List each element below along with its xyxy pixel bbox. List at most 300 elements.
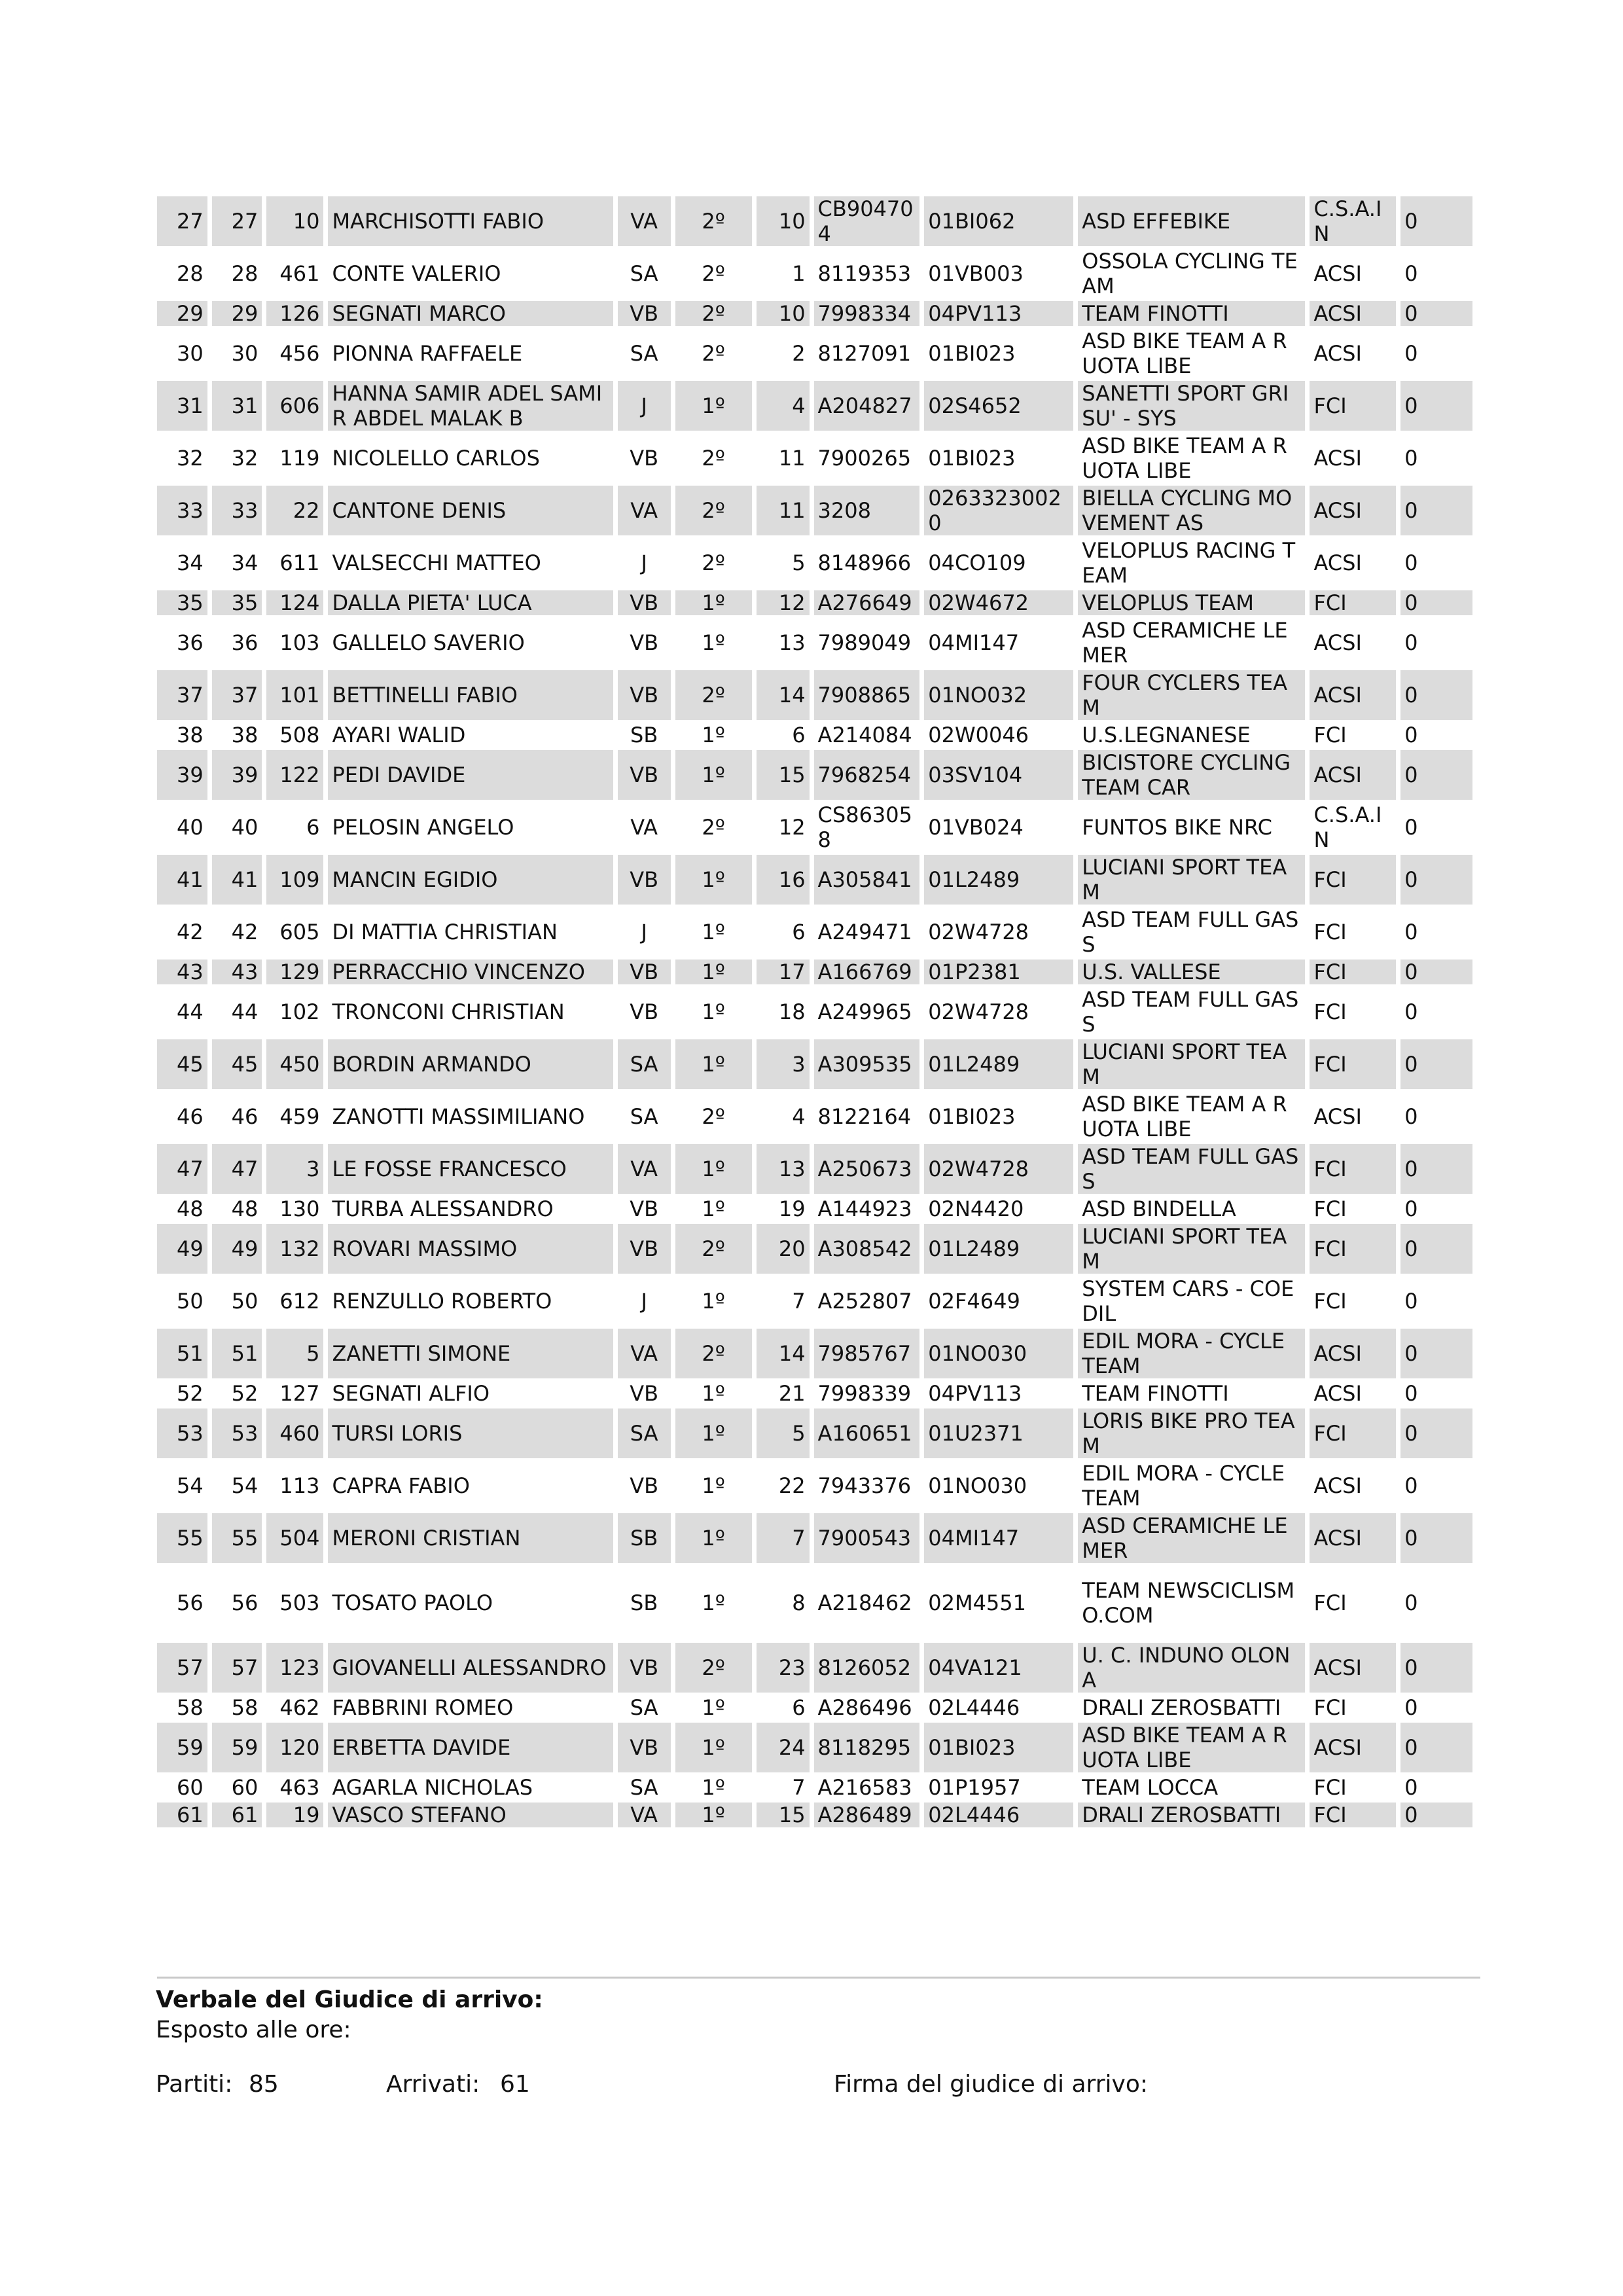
cell-club-code: 01VB003 [924,249,1073,298]
cell-series: 2º [675,196,752,246]
cell-position: 49 [157,1224,207,1274]
cell-federation: FCI [1310,1196,1396,1221]
cell-federation: ACSI [1310,486,1396,535]
cell-series: 1º [675,987,752,1037]
cell-category: VB [618,1643,671,1693]
cell-penalty: 0 [1400,1566,1472,1640]
cell-penalty: 0 [1400,301,1472,326]
cell-name: ERBETTA DAVIDE [328,1723,613,1772]
cell-bib: 456 [266,329,323,378]
cell-team: SYSTEM CARS - COEDIL [1078,1276,1305,1326]
cell-federation: FCI [1310,1803,1396,1827]
cell-position: 43 [157,960,207,984]
cell-club-code: 01L2489 [924,1224,1073,1274]
cell-arrival: 51 [212,1329,262,1378]
cell-bib: 102 [266,987,323,1037]
cell-license: A250673 [814,1144,920,1194]
cell-license: CS863058 [814,802,920,852]
cell-order: 6 [757,723,810,747]
cell-penalty: 0 [1400,1775,1472,1800]
cell-order: 22 [757,1461,810,1511]
cell-penalty: 0 [1400,670,1472,720]
results-body [157,196,1472,1827]
cell-bib: 3 [266,1144,323,1194]
cell-federation: ACSI [1310,750,1396,800]
cell-category: SA [618,329,671,378]
cell-name: NICOLELLO CARLOS [328,433,613,483]
cell-position: 47 [157,1144,207,1194]
cell-bib: 103 [266,618,323,668]
cell-series: 1º [675,1695,752,1720]
cell-name: ROVARI MASSIMO [328,1224,613,1274]
cell-position: 51 [157,1329,207,1378]
cell-bib: 606 [266,381,323,431]
cell-bib: 450 [266,1039,323,1089]
cell-arrival: 33 [212,486,262,535]
cell-category: VA [618,486,671,535]
cell-penalty: 0 [1400,1144,1472,1194]
cell-series: 1º [675,1461,752,1511]
cell-name: VASCO STEFANO [328,1803,613,1827]
cell-arrival: 37 [212,670,262,720]
cell-federation: ACSI [1310,1461,1396,1511]
cell-bib: 132 [266,1224,323,1274]
cell-federation: FCI [1310,907,1396,957]
cell-license: 7998334 [814,301,920,326]
cell-license: 8122164 [814,1092,920,1141]
cell-name: MERONI CRISTIAN [328,1513,613,1563]
table-row [157,1513,1472,1563]
cell-arrival: 36 [212,618,262,668]
cell-license: 7985767 [814,1329,920,1378]
table-row [157,960,1472,984]
cell-penalty: 0 [1400,1723,1472,1772]
cell-license: A305841 [814,855,920,905]
cell-order: 12 [757,802,810,852]
cell-federation: FCI [1310,1144,1396,1194]
cell-bib: 126 [266,301,323,326]
cell-position: 59 [157,1723,207,1772]
cell-penalty: 0 [1400,329,1472,378]
cell-license: 7943376 [814,1461,920,1511]
cell-team: ASD BIKE TEAM A RUOTA LIBE [1078,1723,1305,1772]
cell-club-code: 02633230020 [924,486,1073,535]
cell-club-code: 01BI023 [924,433,1073,483]
cell-arrival: 31 [212,381,262,431]
cell-team: TEAM FINOTTI [1078,301,1305,326]
cell-arrival: 61 [212,1803,262,1827]
cell-category: VA [618,1329,671,1378]
cell-series: 1º [675,618,752,668]
cell-team: U. C. INDUNO OLONA [1078,1643,1305,1693]
table-row [157,249,1472,298]
cell-position: 37 [157,670,207,720]
cell-team: ASD CERAMICHE LEMER [1078,618,1305,668]
cell-name: TURSI LORIS [328,1408,613,1458]
cell-name: ZANOTTI MASSIMILIANO [328,1092,613,1141]
cell-name: VALSECCHI MATTEO [328,538,613,588]
cell-position: 39 [157,750,207,800]
table-row [157,538,1472,588]
cell-penalty: 0 [1400,907,1472,957]
cell-team: ASD BINDELLA [1078,1196,1305,1221]
table-row [157,196,1472,246]
cell-license: 8119353 [814,249,920,298]
cell-team: BICISTORE CYCLING TEAM CAR [1078,750,1305,800]
cell-federation: C.S.A.IN [1310,802,1396,852]
cell-name: ZANETTI SIMONE [328,1329,613,1378]
cell-category: SB [618,1566,671,1640]
cell-bib: 463 [266,1775,323,1800]
cell-series: 1º [675,1144,752,1194]
cell-penalty: 0 [1400,1329,1472,1378]
cell-arrival: 43 [212,960,262,984]
cell-category: VB [618,855,671,905]
cell-club-code: 01BI023 [924,329,1073,378]
cell-penalty: 0 [1400,486,1472,535]
table-row [157,1381,1472,1406]
cell-club-code: 02S4652 [924,381,1073,431]
cell-series: 1º [675,1408,752,1458]
cell-team: BIELLA CYCLING MOVEMENT AS [1078,486,1305,535]
table-row [157,670,1472,720]
cell-federation: ACSI [1310,329,1396,378]
table-row [157,1695,1472,1720]
cell-bib: 101 [266,670,323,720]
cell-license: A309535 [814,1039,920,1089]
cell-series: 2º [675,486,752,535]
table-row [157,802,1472,852]
cell-category: J [618,1276,671,1326]
cell-arrival: 55 [212,1513,262,1563]
cell-category: VB [618,1461,671,1511]
cell-club-code: 02W4728 [924,987,1073,1037]
cell-club-code: 02L4446 [924,1695,1073,1720]
cell-series: 2º [675,1643,752,1693]
cell-arrival: 60 [212,1775,262,1800]
cell-category: VB [618,960,671,984]
cell-penalty: 0 [1400,960,1472,984]
cell-series: 2º [675,329,752,378]
cell-name: SEGNATI MARCO [328,301,613,326]
cell-position: 29 [157,301,207,326]
cell-order: 7 [757,1513,810,1563]
cell-series: 2º [675,433,752,483]
cell-penalty: 0 [1400,618,1472,668]
cell-order: 12 [757,590,810,615]
cell-club-code: 02W4672 [924,590,1073,615]
cell-position: 56 [157,1566,207,1640]
cell-bib: 5 [266,1329,323,1378]
cell-bib: 129 [266,960,323,984]
cell-arrival: 54 [212,1461,262,1511]
cell-position: 30 [157,329,207,378]
cell-penalty: 0 [1400,1196,1472,1221]
cell-order: 2 [757,329,810,378]
cell-bib: 119 [266,433,323,483]
cell-federation: FCI [1310,590,1396,615]
cell-bib: 123 [266,1643,323,1693]
cell-penalty: 0 [1400,538,1472,588]
cell-series: 1º [675,1513,752,1563]
cell-club-code: 02W4728 [924,1144,1073,1194]
cell-penalty: 0 [1400,750,1472,800]
cell-order: 13 [757,1144,810,1194]
cell-license: CB904704 [814,196,920,246]
cell-team: SANETTI SPORT GRISU' - SYS [1078,381,1305,431]
cell-team: ASD BIKE TEAM A RUOTA LIBE [1078,1092,1305,1141]
cell-team: LUCIANI SPORT TEAM [1078,1039,1305,1089]
cell-club-code: 01VB024 [924,802,1073,852]
cell-penalty: 0 [1400,855,1472,905]
cell-team: DRALI ZEROSBATTI [1078,1695,1305,1720]
cell-name: TRONCONI CHRISTIAN [328,987,613,1037]
cell-order: 15 [757,1803,810,1827]
cell-series: 1º [675,1775,752,1800]
cell-penalty: 0 [1400,196,1472,246]
table-row [157,1144,1472,1194]
cell-federation: ACSI [1310,1381,1396,1406]
cell-team: TEAM LOCCA [1078,1775,1305,1800]
table-row [157,750,1472,800]
cell-category: SA [618,249,671,298]
cell-series: 2º [675,670,752,720]
table-row [157,1276,1472,1326]
cell-penalty: 0 [1400,1408,1472,1458]
cell-penalty: 0 [1400,1643,1472,1693]
cell-bib: 130 [266,1196,323,1221]
cell-bib: 462 [266,1695,323,1720]
cell-position: 38 [157,723,207,747]
cell-category: VA [618,802,671,852]
cell-arrival: 47 [212,1144,262,1194]
cell-order: 17 [757,960,810,984]
cell-penalty: 0 [1400,987,1472,1037]
cell-series: 1º [675,1196,752,1221]
cell-category: VB [618,670,671,720]
cell-license: 8127091 [814,329,920,378]
cell-license: A308542 [814,1224,920,1274]
cell-arrival: 56 [212,1566,262,1640]
cell-club-code: 04PV113 [924,301,1073,326]
cell-series: 2º [675,301,752,326]
cell-arrival: 45 [212,1039,262,1089]
cell-position: 31 [157,381,207,431]
cell-name: BORDIN ARMANDO [328,1039,613,1089]
cell-series: 1º [675,1803,752,1827]
cell-license: 7908865 [814,670,920,720]
cell-bib: 109 [266,855,323,905]
cell-arrival: 49 [212,1224,262,1274]
cell-category: VB [618,750,671,800]
cell-order: 10 [757,301,810,326]
cell-team: U.S.LEGNANESE [1078,723,1305,747]
cell-order: 1 [757,249,810,298]
cell-license: 3208 [814,486,920,535]
cell-federation: C.S.A.IN [1310,196,1396,246]
cell-penalty: 0 [1400,802,1472,852]
cell-category: J [618,381,671,431]
cell-license: A252807 [814,1276,920,1326]
cell-bib: 504 [266,1513,323,1563]
cell-license: 7968254 [814,750,920,800]
cell-order: 7 [757,1276,810,1326]
cell-license: 8126052 [814,1643,920,1693]
cell-federation: ACSI [1310,538,1396,588]
cell-license: A214084 [814,723,920,747]
cell-federation: ACSI [1310,433,1396,483]
cell-federation: FCI [1310,1695,1396,1720]
cell-name: AGARLA NICHOLAS [328,1775,613,1800]
cell-bib: 503 [266,1566,323,1640]
cell-order: 14 [757,1329,810,1378]
table-row [157,301,1472,326]
table-row [157,1408,1472,1458]
cell-order: 6 [757,907,810,957]
cell-order: 20 [757,1224,810,1274]
verbale-title: Verbale del Giudice di arrivo: [156,1986,543,2013]
cell-federation: FCI [1310,1224,1396,1274]
cell-position: 45 [157,1039,207,1089]
cell-series: 1º [675,907,752,957]
cell-arrival: 35 [212,590,262,615]
cell-bib: 10 [266,196,323,246]
cell-category: SB [618,1513,671,1563]
cell-penalty: 0 [1400,249,1472,298]
cell-order: 14 [757,670,810,720]
cell-federation: FCI [1310,1039,1396,1089]
cell-order: 5 [757,538,810,588]
cell-series: 1º [675,1381,752,1406]
cell-team: VELOPLUS RACING TEAM [1078,538,1305,588]
cell-order: 15 [757,750,810,800]
cell-federation: ACSI [1310,1723,1396,1772]
cell-order: 4 [757,381,810,431]
cell-arrival: 59 [212,1723,262,1772]
table-row [157,381,1472,431]
cell-order: 13 [757,618,810,668]
cell-order: 23 [757,1643,810,1693]
cell-category: VB [618,301,671,326]
cell-team: FUNTOS BIKE NRC [1078,802,1305,852]
cell-name: PELOSIN ANGELO [328,802,613,852]
firma-label: Firma del giudice di arrivo: [834,2071,1148,2098]
cell-position: 34 [157,538,207,588]
arrivati-label: Arrivati: [386,2071,480,2098]
cell-name: MANCIN EGIDIO [328,855,613,905]
cell-license: 8148966 [814,538,920,588]
cell-arrival: 30 [212,329,262,378]
cell-arrival: 46 [212,1092,262,1141]
cell-license: A286496 [814,1695,920,1720]
cell-series: 1º [675,750,752,800]
cell-series: 1º [675,1276,752,1326]
cell-club-code: 01L2489 [924,855,1073,905]
cell-team: ASD CERAMICHE LEMER [1078,1513,1305,1563]
cell-team: LUCIANI SPORT TEAM [1078,855,1305,905]
cell-series: 1º [675,1566,752,1640]
cell-name: RENZULLO ROBERTO [328,1276,613,1326]
cell-team: ASD TEAM FULL GASS [1078,987,1305,1037]
cell-bib: 124 [266,590,323,615]
cell-license: A218462 [814,1566,920,1640]
cell-team: U.S. VALLESE [1078,960,1305,984]
cell-federation: FCI [1310,1276,1396,1326]
cell-category: SA [618,1695,671,1720]
cell-bib: 461 [266,249,323,298]
table-row [157,1566,1472,1640]
table-row [157,618,1472,668]
cell-team: EDIL MORA - CYCLE TEAM [1078,1461,1305,1511]
table-row [157,1196,1472,1221]
cell-penalty: 0 [1400,1092,1472,1141]
cell-penalty: 0 [1400,1695,1472,1720]
cell-license: 8118295 [814,1723,920,1772]
cell-penalty: 0 [1400,1039,1472,1089]
cell-license: A276649 [814,590,920,615]
cell-order: 8 [757,1566,810,1640]
table-row [157,987,1472,1037]
cell-bib: 605 [266,907,323,957]
cell-federation: ACSI [1310,301,1396,326]
cell-club-code: 02W0046 [924,723,1073,747]
cell-team: TEAM NEWSCICLISMO.COM [1078,1566,1305,1640]
cell-penalty: 0 [1400,590,1472,615]
table-row [157,1723,1472,1772]
cell-team: LORIS BIKE PRO TEAM [1078,1408,1305,1458]
cell-order: 6 [757,1695,810,1720]
arrivati-value: 61 [500,2071,530,2098]
cell-category: J [618,907,671,957]
cell-club-code: 01P1957 [924,1775,1073,1800]
footer-divider [157,1977,1480,1979]
cell-category: VB [618,1381,671,1406]
cell-position: 36 [157,618,207,668]
cell-license: A249965 [814,987,920,1037]
cell-license: A160651 [814,1408,920,1458]
cell-name: PERRACCHIO VINCENZO [328,960,613,984]
cell-federation: FCI [1310,855,1396,905]
cell-club-code: 02F4649 [924,1276,1073,1326]
cell-club-code: 04VA121 [924,1643,1073,1693]
cell-penalty: 0 [1400,1276,1472,1326]
cell-arrival: 27 [212,196,262,246]
cell-position: 32 [157,433,207,483]
cell-club-code: 01NO032 [924,670,1073,720]
cell-position: 60 [157,1775,207,1800]
cell-name: LE FOSSE FRANCESCO [328,1144,613,1194]
cell-club-code: 01L2489 [924,1039,1073,1089]
cell-name: CANTONE DENIS [328,486,613,535]
results-sheet [157,194,1472,1830]
cell-bib: 459 [266,1092,323,1141]
table-row [157,1775,1472,1800]
cell-arrival: 57 [212,1643,262,1693]
cell-team: ASD EFFEBIKE [1078,196,1305,246]
cell-team: ASD BIKE TEAM A RUOTA LIBE [1078,433,1305,483]
cell-penalty: 0 [1400,381,1472,431]
cell-position: 33 [157,486,207,535]
cell-federation: FCI [1310,1566,1396,1640]
cell-order: 18 [757,987,810,1037]
esposto-label: Esposto alle ore: [156,2017,351,2043]
cell-team: ASD TEAM FULL GASS [1078,1144,1305,1194]
cell-arrival: 42 [212,907,262,957]
cell-club-code: 01NO030 [924,1461,1073,1511]
partiti-value: 85 [249,2071,279,2098]
cell-series: 2º [675,1092,752,1141]
cell-name: HANNA SAMIR ADEL SAMIR ABDEL MALAK B [328,381,613,431]
